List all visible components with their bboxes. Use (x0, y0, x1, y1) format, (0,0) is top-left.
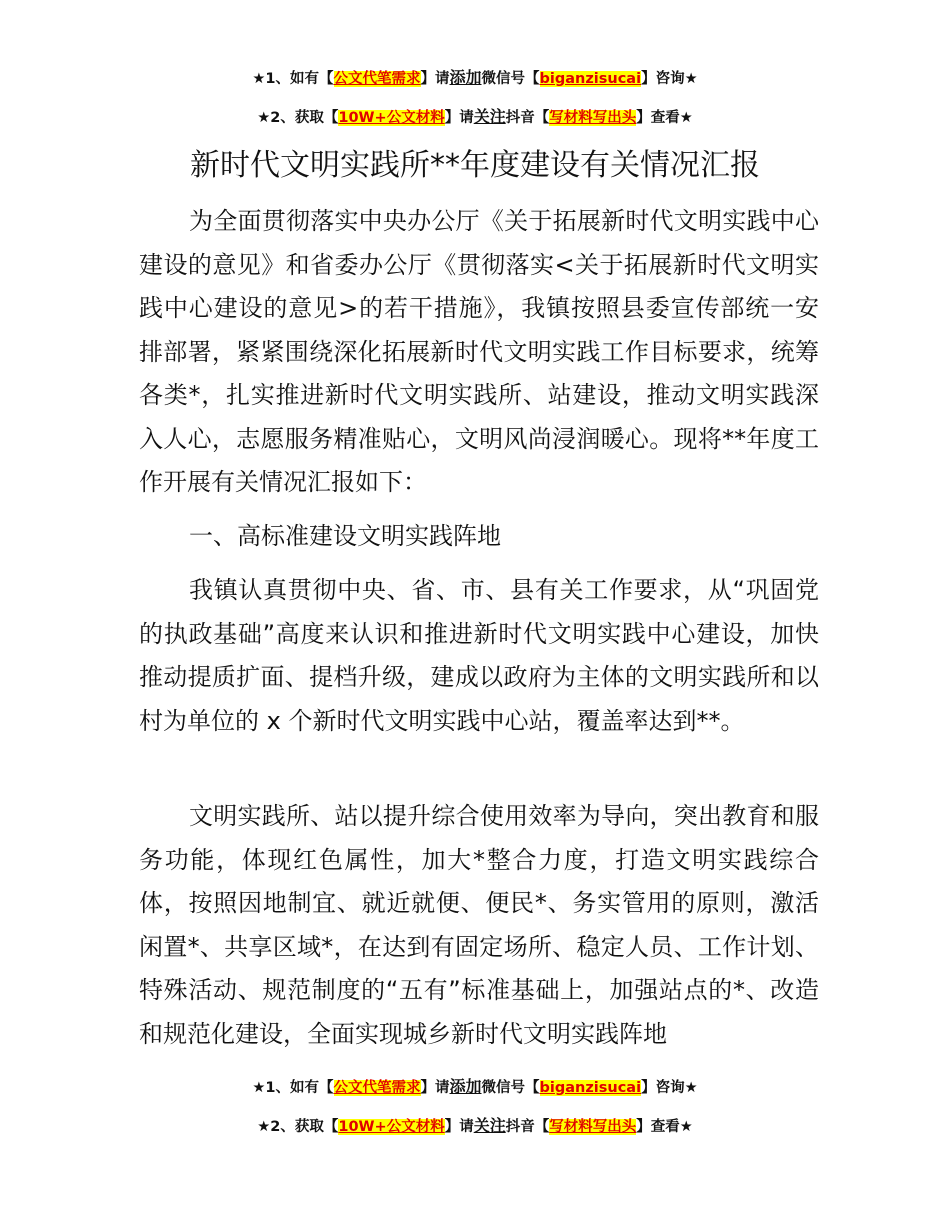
promo-underline: 添加 (449, 1077, 482, 1096)
promo-line-2-top (0, 107, 950, 128)
promo-highlight: 公文代笔需求 (333, 1080, 421, 1096)
promo-suffix: 】咨询★ (641, 1080, 698, 1096)
promo-suffix: 】查看★ (636, 110, 693, 126)
promo-suffix: 】查看★ (636, 1119, 693, 1135)
promo-underline: 添加 (449, 68, 482, 87)
promo-prefix: ★2、获取【 (257, 110, 339, 126)
promo-text: 抖音【 (505, 1119, 550, 1135)
promo-underline: 关注 (473, 107, 506, 126)
promo-highlight: 10W+公文材料 (338, 1119, 445, 1135)
promo-wechat-id: biganzisucai (539, 71, 642, 87)
promo-douyin-id: 写材料写出头 (549, 110, 637, 126)
promo-text: 抖音【 (505, 110, 550, 126)
body-paragraph: 文明实践所、站以提升综合使用效率为导向，突出教育和服务功能，体现红色属性，加大*整合力度，打造文明实践综合体，按照因地制宜、就近就便、便民*、务实管用的原则，激活闲置*、共享区域*，在达到有固定场所、稳定人员、工作计划、特殊活动、规范制度的“五有”标准基础上，加强站点的*、改造和规范化建设，全面实现城乡新时代文明实践阵地 (139, 802, 819, 1048)
body-paragraph: 我镇认真贯彻中央、省、市、县有关工作要求，从“巩固党的执政基础”高度来认识和推进新时代文明实践中心建设，加快推动提质扩面、提档升级，建成以政府为主体的文明实践所和以村为单位的 x 个新时代文明实践中心站，覆盖率达到**。 (139, 576, 819, 735)
promo-underline: 关注 (473, 1116, 506, 1135)
promo-highlight: 公文代笔需求 (333, 71, 421, 87)
promo-text: 】请 (444, 110, 474, 126)
promo-text: 】请 (444, 1119, 474, 1135)
intro-paragraph: 为全面贯彻落实中央办公厅《关于拓展新时代文明实践中心建设的意见》和省委办公厅《贯彻落实<关于拓展新时代文明实践中心建设的意见>的若干措施》，我镇按照县委宣传部统一安排部署，紧紧围绕深化拓展新时代文明实践工作目标要求，统筹各类*，扎实推进新时代文明实践所、站建设，推动文明实践深入人心，志愿服务精准贴心，文明风尚浸润暖心。现将**年度工作开展有关情况汇报如下： (139, 207, 819, 496)
section-heading: 一、高标准建设文明实践阵地 (189, 522, 501, 550)
promo-prefix: ★2、获取【 (257, 1119, 339, 1135)
promo-prefix: ★1、如有【 (252, 1080, 334, 1096)
promo-suffix: 】咨询★ (641, 71, 698, 87)
promo-wechat-id: biganzisucai (539, 1080, 642, 1096)
promo-text: 微信号【 (481, 71, 540, 87)
promo-line-1-top (0, 68, 950, 89)
promo-text: 微信号【 (481, 1080, 540, 1096)
document-title: 新时代文明实践所**年度建设有关情况汇报 (190, 148, 760, 183)
promo-highlight: 10W+公文材料 (338, 110, 445, 126)
promo-douyin-id: 写材料写出头 (549, 1119, 637, 1135)
promo-text: 】请 (420, 71, 450, 87)
promo-line-2-bottom (0, 1116, 950, 1137)
promo-text: 】请 (420, 1080, 450, 1096)
promo-line-1-bottom (0, 1077, 950, 1098)
promo-prefix: ★1、如有【 (252, 71, 334, 87)
